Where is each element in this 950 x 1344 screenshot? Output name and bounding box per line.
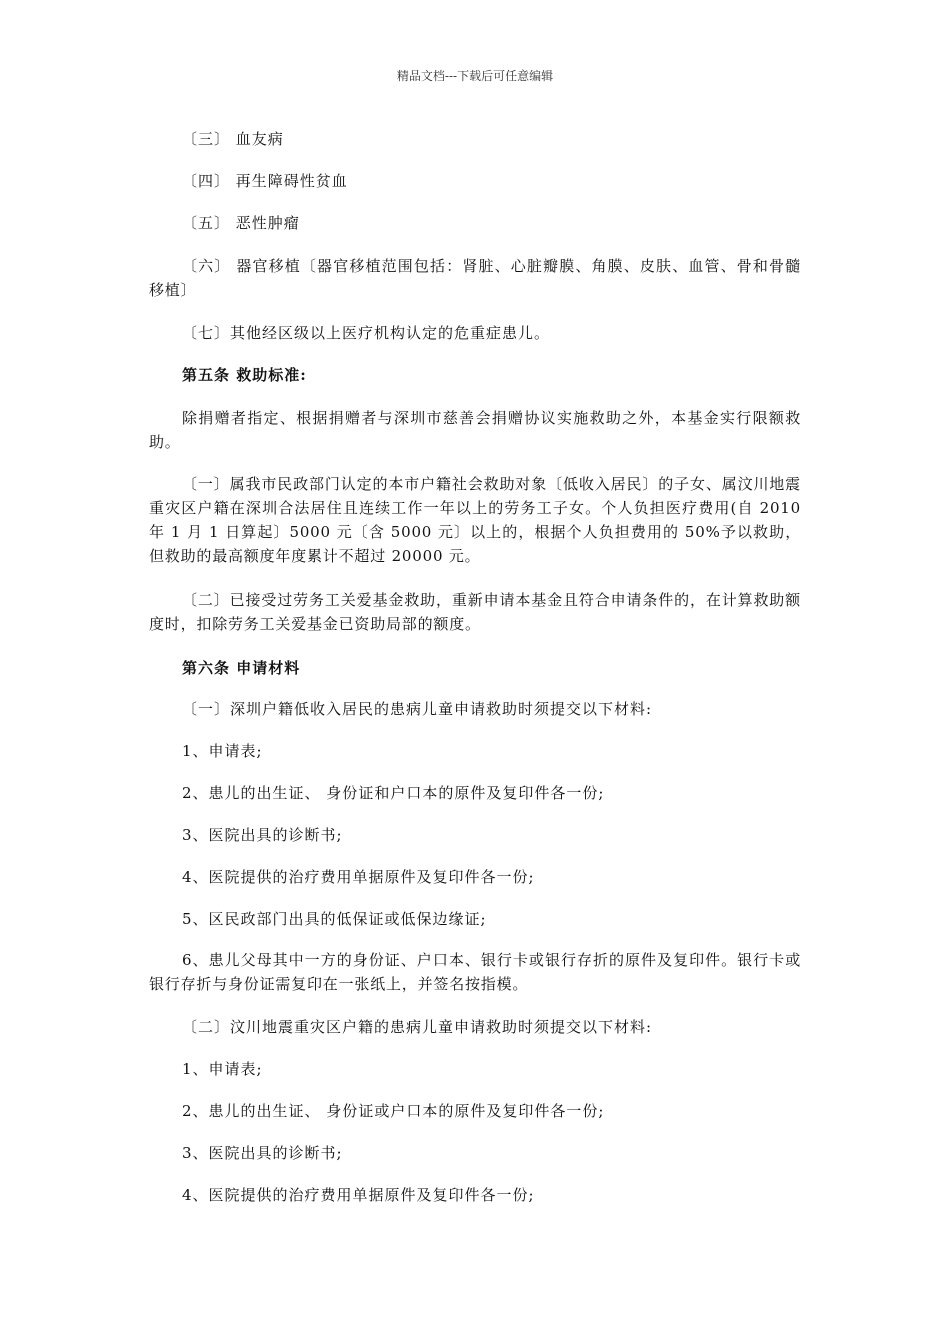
article-5-intro: 除捐赠者指定、根据捐赠者与深圳市慈善会捐赠协议实施救助之外，本基金实行限额救助。 <box>149 409 801 451</box>
list-item-organ-transplant: 〔六〕 器官移植〔器官移植范围包括：肾脏、心脏瓣膜、角膜、皮肤、血管、骨和骨髓移植〕 <box>149 257 801 299</box>
page-header: 精品文档---下载后可任意编辑 <box>396 69 554 83</box>
list-item: 1、申请表; <box>182 1060 263 1078</box>
list-item: 5、区民政部门出具的低保证或低保边缘证; <box>182 910 487 928</box>
list-item: 6、患儿父母其中一方的身份证、户口本、银行卡或银行存折的原件及复印件。银行卡或银行存折与身份证需复印在一张纸上，并签名按指模。 <box>149 951 801 993</box>
list-item: 2、患儿的出生证、 身份证或户口本的原件及复印件各一份; <box>182 1102 605 1120</box>
list-item: 3、医院出具的诊断书; <box>182 1144 343 1162</box>
list-item: 4、医院提供的治疗费用单据原件及复印件各一份; <box>182 868 535 886</box>
article-5-title: 第五条 救助标准: <box>182 366 307 384</box>
article-5-clause-2: 〔二〕已接受过劳务工关爱基金救助，重新申请本基金且符合申请条件的，在计算救助额度时，扣除劳务工关爱基金已资助局部的额度。 <box>149 591 801 633</box>
section-1-heading: 〔一〕深圳户籍低收入居民的患病儿童申请救助时须提交以下材料: <box>182 700 653 718</box>
list-item: 1、申请表; <box>182 742 263 760</box>
article-6-title: 第六条 申请材料 <box>182 659 301 677</box>
list-item-hemophilia: 〔三〕 血友病 <box>182 130 284 148</box>
section-2-heading: 〔二〕汶川地震重灾区户籍的患病儿童申请救助时须提交以下材料: <box>182 1018 653 1036</box>
article-5-clause-1: 〔一〕属我市民政部门认定的本市户籍社会救助对象〔低收入居民〕的子女、属汶川地震重灾区户籍在深圳合法居住且连续工作一年以上的劳务工子女。个人负担医疗费用(自 2010 年 1 月 1 日算起〕5000 元〔含 5000 元〕以上的，根据个人负担费用的 50%予以救助，但救助的最高额度年度累计不超过 20000 元。 <box>149 475 801 565</box>
list-item: 4、医院提供的治疗费用单据原件及复印件各一份; <box>182 1186 535 1204</box>
list-item-other-critical: 〔七〕其他经区级以上医疗机构认定的危重症患儿。 <box>182 324 551 342</box>
list-item: 3、医院出具的诊断书; <box>182 826 343 844</box>
list-item-malignant-tumor: 〔五〕 恶性肿瘤 <box>182 214 300 232</box>
list-item: 2、患儿的出生证、 身份证和户口本的原件及复印件各一份; <box>182 784 605 802</box>
list-item-aplastic-anemia: 〔四〕 再生障碍性贫血 <box>182 172 348 190</box>
